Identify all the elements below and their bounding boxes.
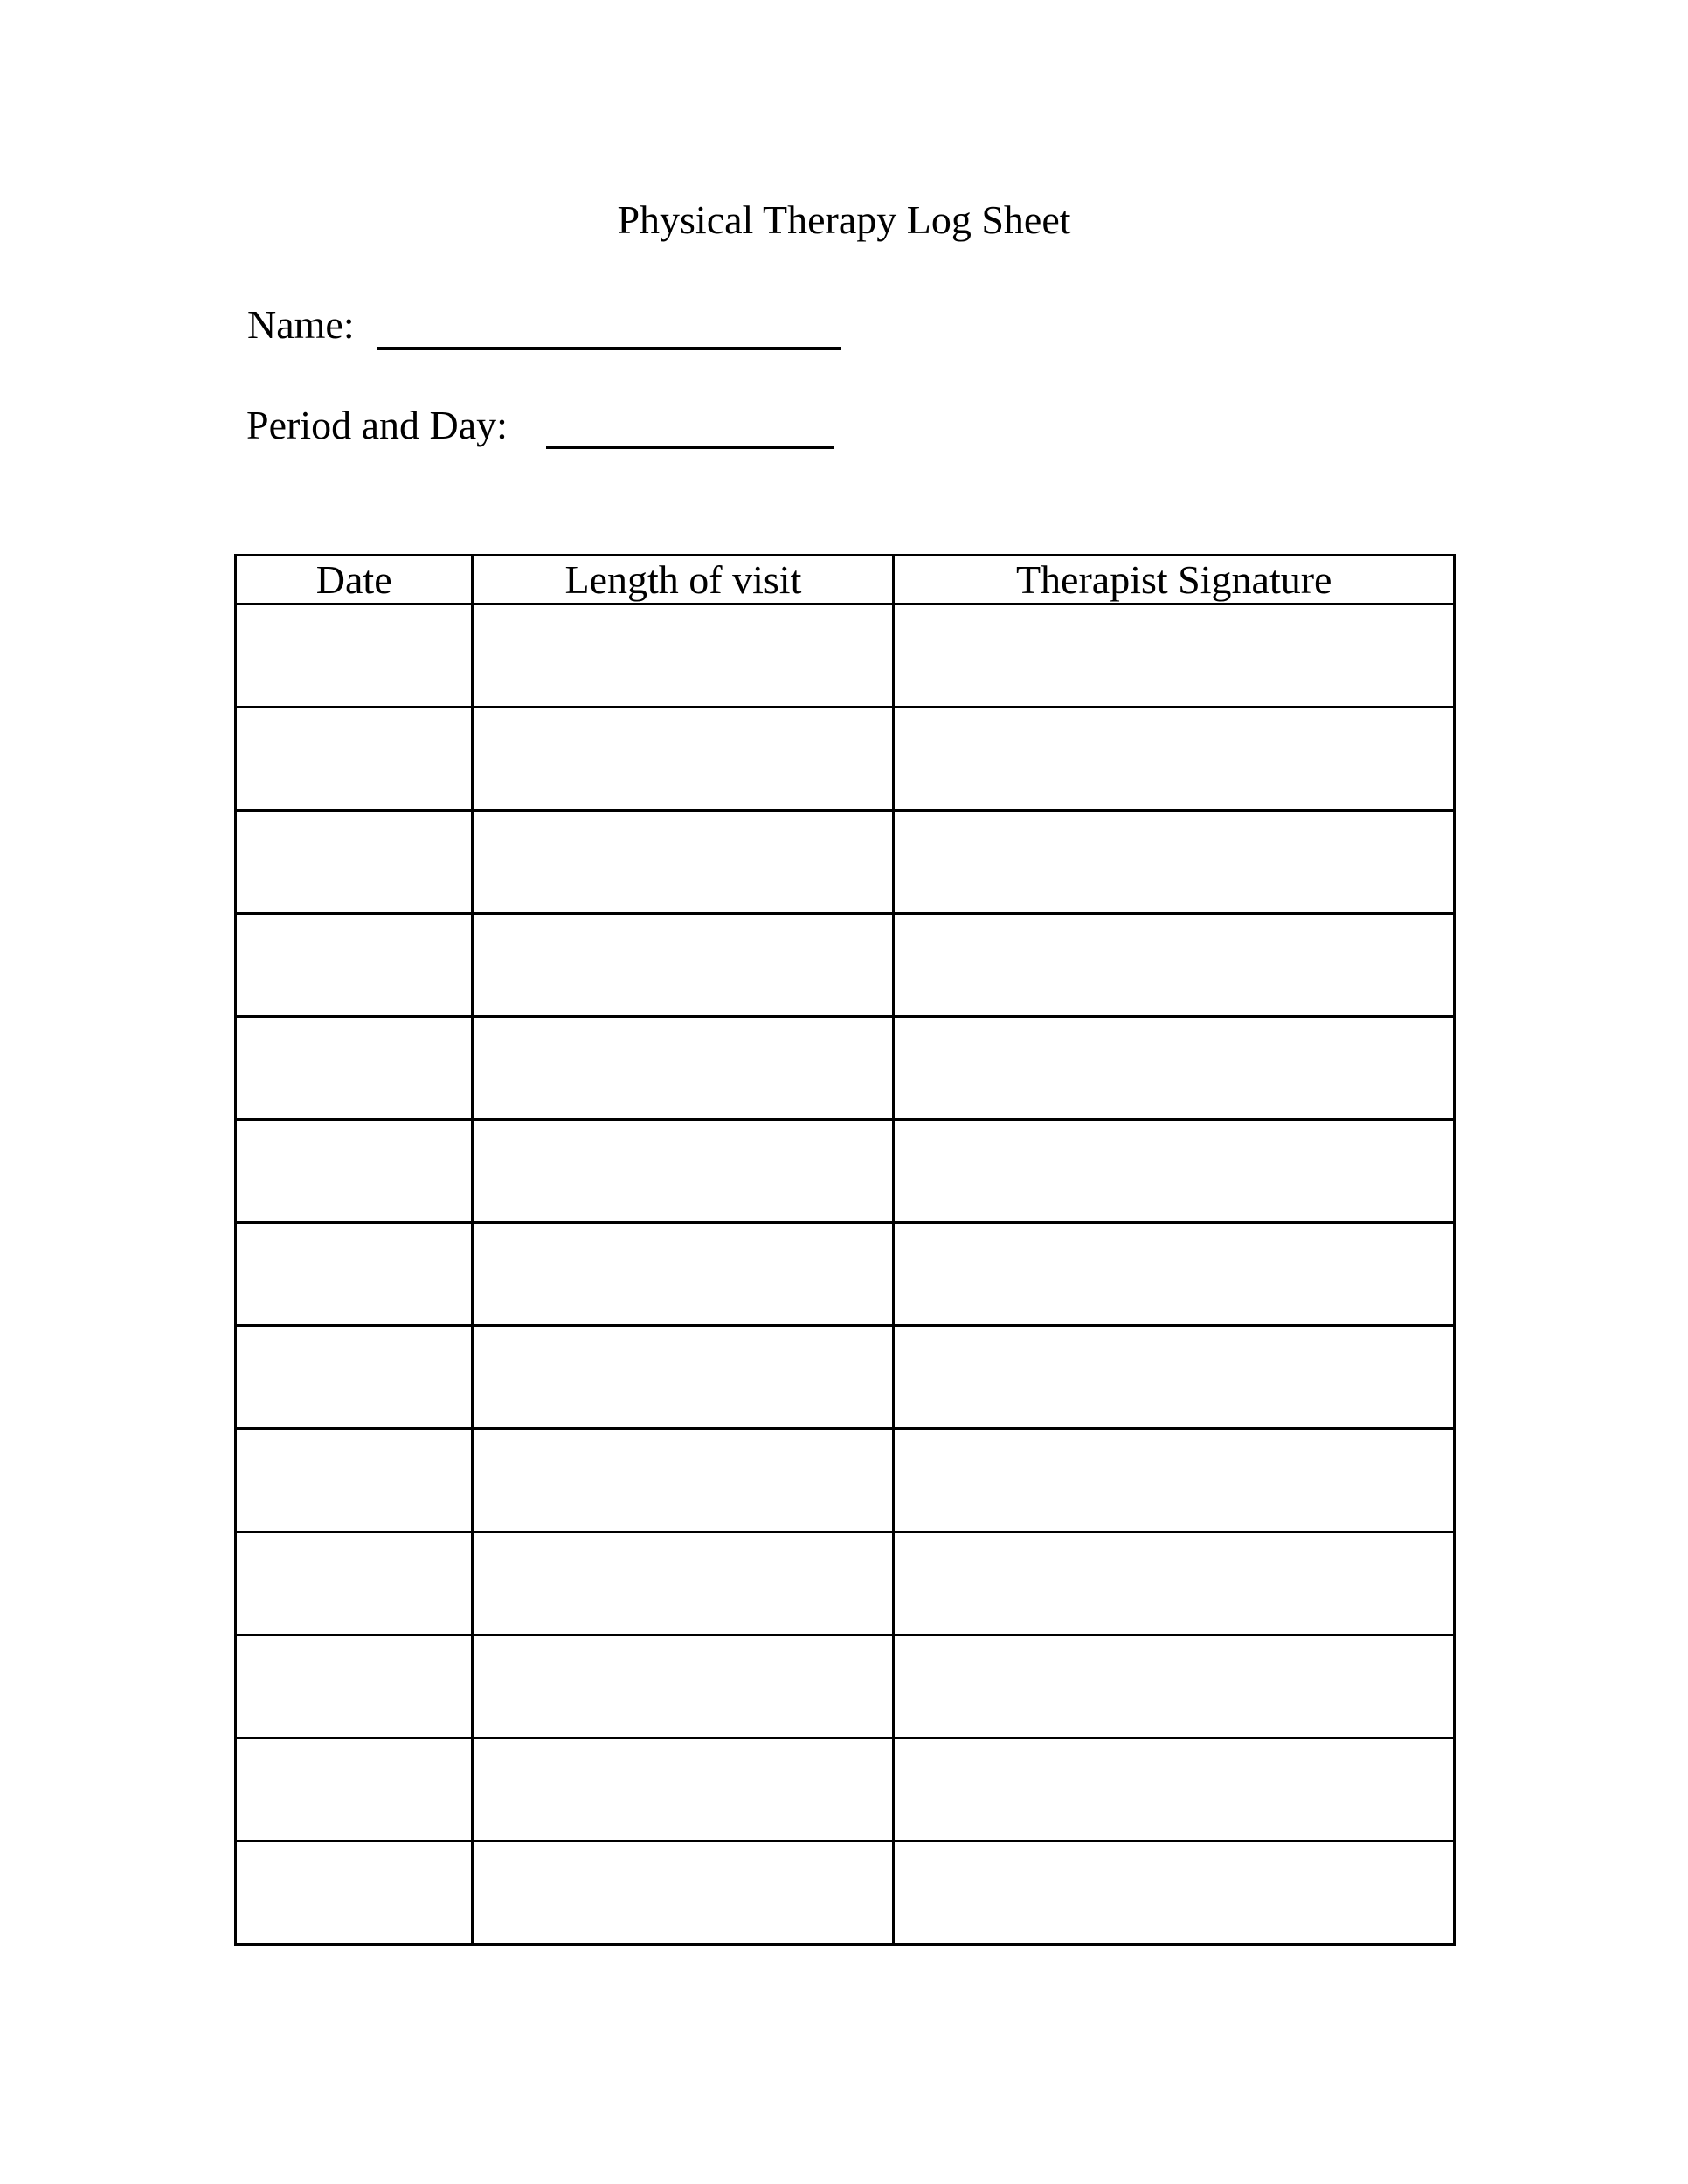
cell-therapist-signature-row-1[interactable] — [894, 605, 1455, 708]
cell-length-of-visit-row-6[interactable] — [473, 1120, 894, 1223]
cell-length-of-visit-row-4[interactable] — [473, 914, 894, 1017]
table-row — [236, 1326, 1455, 1429]
cell-date-row-2[interactable] — [236, 708, 473, 811]
cell-length-of-visit-row-3[interactable] — [473, 811, 894, 914]
table-row — [236, 1223, 1455, 1326]
cell-length-of-visit-row-9[interactable] — [473, 1429, 894, 1532]
table-header-row — [236, 556, 1455, 605]
table-row — [236, 1120, 1455, 1223]
table-row — [236, 605, 1455, 708]
cell-date-row-10[interactable] — [236, 1532, 473, 1635]
table-row — [236, 708, 1455, 811]
cell-therapist-signature-row-2[interactable] — [894, 708, 1455, 811]
cell-therapist-signature-row-10[interactable] — [894, 1532, 1455, 1635]
table-row — [236, 1017, 1455, 1120]
cell-therapist-signature-row-4[interactable] — [894, 914, 1455, 1017]
cell-date-row-13[interactable] — [236, 1842, 473, 1945]
cell-length-of-visit-row-13[interactable] — [473, 1842, 894, 1945]
cell-therapist-signature-row-5[interactable] — [894, 1017, 1455, 1120]
table-row — [236, 1532, 1455, 1635]
cell-date-row-3[interactable] — [236, 811, 473, 914]
cell-length-of-visit-row-5[interactable] — [473, 1017, 894, 1120]
table-row — [236, 1842, 1455, 1945]
cell-length-of-visit-row-7[interactable] — [473, 1223, 894, 1326]
name-fill-line[interactable] — [377, 347, 841, 350]
table-row — [236, 811, 1455, 914]
cell-length-of-visit-row-11[interactable] — [473, 1635, 894, 1738]
cell-length-of-visit-row-2[interactable] — [473, 708, 894, 811]
table-row — [236, 1429, 1455, 1532]
cell-date-row-4[interactable] — [236, 914, 473, 1017]
cell-date-row-8[interactable] — [236, 1326, 473, 1429]
cell-therapist-signature-row-8[interactable] — [894, 1326, 1455, 1429]
cell-therapist-signature-row-6[interactable] — [894, 1120, 1455, 1223]
cell-length-of-visit-row-8[interactable] — [473, 1326, 894, 1429]
cell-length-of-visit-row-1[interactable] — [473, 605, 894, 708]
cell-date-row-6[interactable] — [236, 1120, 473, 1223]
cell-therapist-signature-row-12[interactable] — [894, 1738, 1455, 1842]
table-row — [236, 1738, 1455, 1842]
cell-date-row-9[interactable] — [236, 1429, 473, 1532]
period-and-day-label: Period and Day: — [246, 403, 508, 447]
cell-therapist-signature-row-3[interactable] — [894, 811, 1455, 914]
cell-date-row-7[interactable] — [236, 1223, 473, 1326]
table-row — [236, 1635, 1455, 1738]
cell-date-row-5[interactable] — [236, 1017, 473, 1120]
cell-therapist-signature-row-7[interactable] — [894, 1223, 1455, 1326]
table-row — [236, 914, 1455, 1017]
cell-date-row-1[interactable] — [236, 605, 473, 708]
cell-length-of-visit-row-10[interactable] — [473, 1532, 894, 1635]
document-title: Physical Therapy Log Sheet — [617, 197, 1071, 242]
cell-therapist-signature-row-11[interactable] — [894, 1635, 1455, 1738]
cell-therapist-signature-row-9[interactable] — [894, 1429, 1455, 1532]
cell-length-of-visit-row-12[interactable] — [473, 1738, 894, 1842]
cell-date-row-12[interactable] — [236, 1738, 473, 1842]
therapy-log-table — [234, 554, 1456, 1946]
column-header-therapist-signature: Therapist Signature — [894, 556, 1455, 605]
column-header-date: Date — [236, 556, 473, 605]
period-and-day-fill-line[interactable] — [546, 446, 834, 449]
cell-therapist-signature-row-13[interactable] — [894, 1842, 1455, 1945]
cell-date-row-11[interactable] — [236, 1635, 473, 1738]
column-header-length-of-visit: Length of visit — [473, 556, 894, 605]
name-label: Name: — [247, 302, 355, 347]
